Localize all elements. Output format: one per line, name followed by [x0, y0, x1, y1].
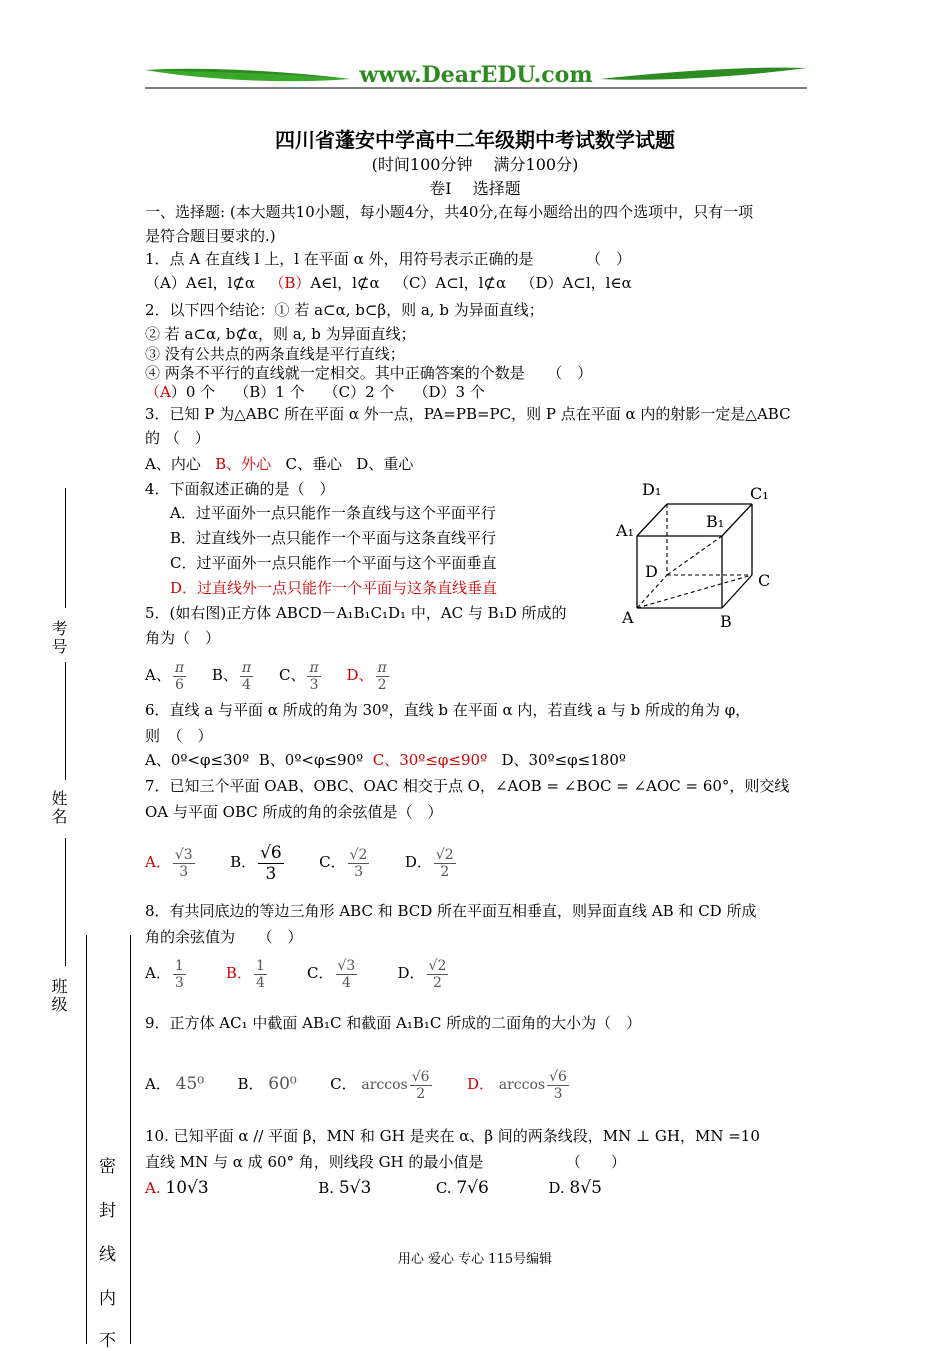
- q7-stem-1: 7．已知三个平面 OAB、OBC、OAC 相交于点 O，∠AOB = ∠BOC = ∠AOC = 60°，则交线: [145, 777, 790, 795]
- q1-stem: 1．点 A 在直线 l 上，l 在平面 α 外，用符号表示正确的是 （ ）: [145, 250, 631, 268]
- q1-option-b-label: （B）: [269, 274, 311, 292]
- cube-label-d1: D₁: [642, 480, 662, 499]
- q10-value-d: 8√5: [569, 1178, 602, 1198]
- q2-options: [145, 382, 485, 402]
- cube-figure: [612, 478, 782, 633]
- q9-option-d: D．: [466, 1075, 494, 1093]
- q9-option-c: C．: [330, 1075, 357, 1093]
- margin-label-banji: 班级: [49, 978, 68, 1014]
- exam-time: (时间100分钟 满分100分): [371, 155, 579, 174]
- q8-stem-2: 角的余弦值为 （ ）: [145, 928, 303, 946]
- q2-statement-2: ② 若 a⊂α, b⊄α，则 a, b 为异面直线；: [145, 325, 416, 343]
- margin-label-xingming: 姓名: [49, 790, 68, 826]
- q4-stem: 4．下面叙述正确的是（ ）: [145, 480, 335, 498]
- q5-frac-b: $\frac{\pi}{4}$: [241, 659, 252, 693]
- q10-value-c: 7√6: [456, 1178, 489, 1198]
- q10-value-a: 10√3: [165, 1178, 209, 1198]
- q9-stem: 9．正方体 AC₁ 中截面 AB₁C 和截面 A₁B₁C 所成的二面角的大小为（ ）: [145, 1014, 642, 1032]
- q5-option-d: D、: [346, 666, 374, 684]
- q6-option-d: D、30º≤φ≤180º: [501, 751, 626, 769]
- q8-frac-d: $\frac{√2}{2}$: [428, 957, 447, 991]
- cube-label-c: C: [758, 571, 771, 590]
- q5-frac-d: $\frac{\pi}{2}$: [377, 659, 387, 693]
- q4-option-c: C．过平面外一点只能作一个平面与这个平面垂直: [170, 554, 497, 572]
- q5-stem-2: 角为（ ）: [145, 629, 221, 647]
- seal-char-4: 内: [99, 1289, 116, 1309]
- q9-options: [145, 1062, 571, 1107]
- q7-option-c: C．: [319, 853, 346, 871]
- q10-stem-1: 10. 已知平面 α // 平面 β，MN 和 GH 是夹在 α、β 间的两条线段，MN ⊥ GH，MN =10: [145, 1127, 760, 1145]
- q2-statement-4: ④ 两条不平行的直线就一定相交。其中正确答案的个数是 （ ）: [145, 364, 593, 382]
- cube-label-d: D: [645, 562, 658, 581]
- page-footer: 用心 爱心 专心 115号编辑: [397, 1252, 553, 1267]
- q8-option-b: B．: [225, 964, 252, 982]
- cube-label-c1: C₁: [750, 484, 769, 503]
- q2-statement-3: ③ 没有公共点的两条直线是平行直线；: [145, 345, 405, 363]
- q7-option-a: A．: [145, 853, 171, 871]
- q6-stem-1: 6．直线 a 与平面 α 所成的角为 30º，直线 b 在平面 α 内，若直线 a 与 b 所成的角为 φ，: [145, 701, 751, 719]
- q8-options: [145, 952, 450, 994]
- q7-option-b: B．: [230, 853, 257, 871]
- q9-value-b: 60⁰: [268, 1074, 297, 1094]
- q8-option-a: A．: [145, 964, 171, 982]
- q6-stem-2: 则 （ ）: [145, 727, 213, 745]
- margin-line-top: [65, 488, 66, 608]
- q3-option-b: B、外心: [215, 455, 272, 473]
- intro-line-1: 一、选择题: (本大题共10小题，每小题4分，共40分,在每小题给出的四个选项中，只有一项: [145, 203, 754, 221]
- q7-frac-c: $\frac{√2}{3}$: [349, 846, 368, 880]
- q3-option-c: C、垂心: [285, 455, 342, 473]
- q6-option-a: A、0º<φ≤30º: [145, 751, 250, 769]
- q2-option-a-label: （A: [145, 383, 171, 401]
- q8-frac-b: $\frac{1}{4}$: [255, 957, 265, 991]
- q6-option-b: B、0º<φ≤90º: [258, 751, 364, 769]
- header-logo: [145, 62, 807, 92]
- section-heading: 卷I 选择题: [429, 179, 521, 198]
- margin-line-2: [65, 662, 66, 780]
- q1-option-b: A∈l，l⊄α: [310, 274, 380, 292]
- intro-line-2: 是符合题目要求的.): [145, 227, 276, 245]
- q7-frac-a: $\frac{√3}{3}$: [174, 846, 193, 880]
- q5-option-b: B、: [211, 666, 238, 684]
- seal-char-5: 不: [99, 1331, 116, 1351]
- cube-label-a1: A₁: [616, 521, 634, 540]
- q8-option-d: D．: [397, 964, 425, 982]
- q1-option-d: （D）A⊂l，l∈α: [520, 274, 632, 292]
- logo-text: www.DearEDU.com: [359, 62, 593, 88]
- q7-option-d: D．: [404, 853, 432, 871]
- q2-stem: 2．以下四个结论：① 若 a⊂α, b⊂β，则 a, b 为异面直线；: [145, 301, 544, 319]
- q10-option-d: D.: [548, 1179, 565, 1197]
- q9-option-b: B．: [237, 1075, 264, 1093]
- q3-option-d: D、重心: [356, 455, 414, 473]
- q9-value-d: arccos: [498, 1077, 546, 1093]
- margin-line-3: [65, 838, 66, 966]
- q4-option-b: B．过直线外一点只能作一个平面与这条直线平行: [170, 529, 497, 547]
- q8-frac-c: $\frac{√3}{4}$: [337, 957, 356, 991]
- q3-stem-2: 的 （ ）: [145, 429, 210, 447]
- q3-stem-1: 3．已知 P 为△ABC 所在平面 α 外一点，PA=PB=PC，则 P 点在平面 α 内的射影一定是△ABC: [145, 405, 791, 423]
- q8-frac-a: $\frac{1}{3}$: [174, 957, 184, 991]
- q4-option-a: A．过平面外一点只能作一条直线与这个平面平行: [170, 504, 496, 522]
- q1-options: [145, 273, 632, 293]
- seal-char-2: 封: [99, 1201, 116, 1221]
- q9-frac-d: $\frac{√6}{3}$: [549, 1068, 567, 1102]
- q10-value-b: 5√3: [338, 1178, 372, 1198]
- q3-options: [145, 454, 413, 474]
- q5-option-a: A、: [145, 666, 171, 684]
- q2-option-c: （C）2 个: [323, 383, 395, 401]
- margin-label-kaohao: 考号: [49, 620, 68, 656]
- q7-frac-b: $\frac{√6}{3}$: [260, 842, 282, 884]
- cube-label-a: A: [622, 608, 634, 627]
- q7-options: [145, 838, 458, 886]
- q2-option-a: ）0 个: [170, 383, 216, 401]
- q9-value-a: 45⁰: [175, 1074, 205, 1094]
- q9-frac-c: $\frac{√6}{2}$: [411, 1068, 430, 1102]
- q8-stem-1: 8．有共同底边的等边三角形 ABC 和 BCD 所在平面互相垂直，则异面直线 AB 和 CD 所成: [145, 902, 757, 920]
- q10-options: [145, 1178, 602, 1198]
- q8-option-c: C．: [307, 964, 334, 982]
- q9-value-c: arccos: [361, 1077, 408, 1093]
- q1-option-c: （C）A⊂l，l⊄α: [393, 274, 507, 292]
- q6-options: [145, 750, 626, 770]
- q10-option-c: C.: [435, 1179, 452, 1197]
- q5-options: [145, 656, 391, 694]
- q5-frac-c: $\frac{\pi}{3}$: [309, 659, 319, 693]
- seal-char-1: 密: [99, 1157, 116, 1177]
- q7-stem-2: OA 与平面 OBC 所成的角的余弦值是（ ）: [145, 803, 443, 821]
- q5-stem-1: 5．(如右图)正方体 ABCD－A₁B₁C₁D₁ 中，AC 与 B₁D 所成的: [145, 604, 567, 622]
- q2-option-d: （D）3 个: [413, 383, 485, 401]
- q3-option-a: A、内心: [145, 455, 201, 473]
- q10-option-a: A.: [145, 1179, 161, 1197]
- q10-option-b: B.: [318, 1179, 335, 1197]
- q5-frac-a: $\frac{\pi}{6}$: [174, 659, 185, 693]
- seal-line-left: [86, 935, 87, 1344]
- seal-char-3: 线: [99, 1245, 116, 1265]
- seal-line-right: [130, 935, 131, 1344]
- page-title: 四川省蓬安中学高中二年级期中考试数学试题: [275, 128, 675, 152]
- q4-option-d: D．过直线外一点只能作一个平面与这条直线垂直: [170, 579, 498, 597]
- q7-frac-d: $\frac{√2}{2}$: [435, 846, 454, 880]
- q1-option-a: （A）A∈l，l⊄α: [145, 274, 256, 292]
- q10-stem-2: 直线 MN 与 α 成 60° 角，则线段 GH 的最小值是 （ ）: [145, 1153, 626, 1171]
- q6-option-c: C、30º≤φ≤90º: [372, 751, 488, 769]
- q5-option-c: C、: [278, 666, 306, 684]
- cube-label-b1: B₁: [706, 512, 725, 531]
- q9-option-a: A．: [145, 1075, 171, 1093]
- q2-option-b: （B）1 个: [234, 383, 305, 401]
- cube-label-b: B: [720, 612, 732, 631]
